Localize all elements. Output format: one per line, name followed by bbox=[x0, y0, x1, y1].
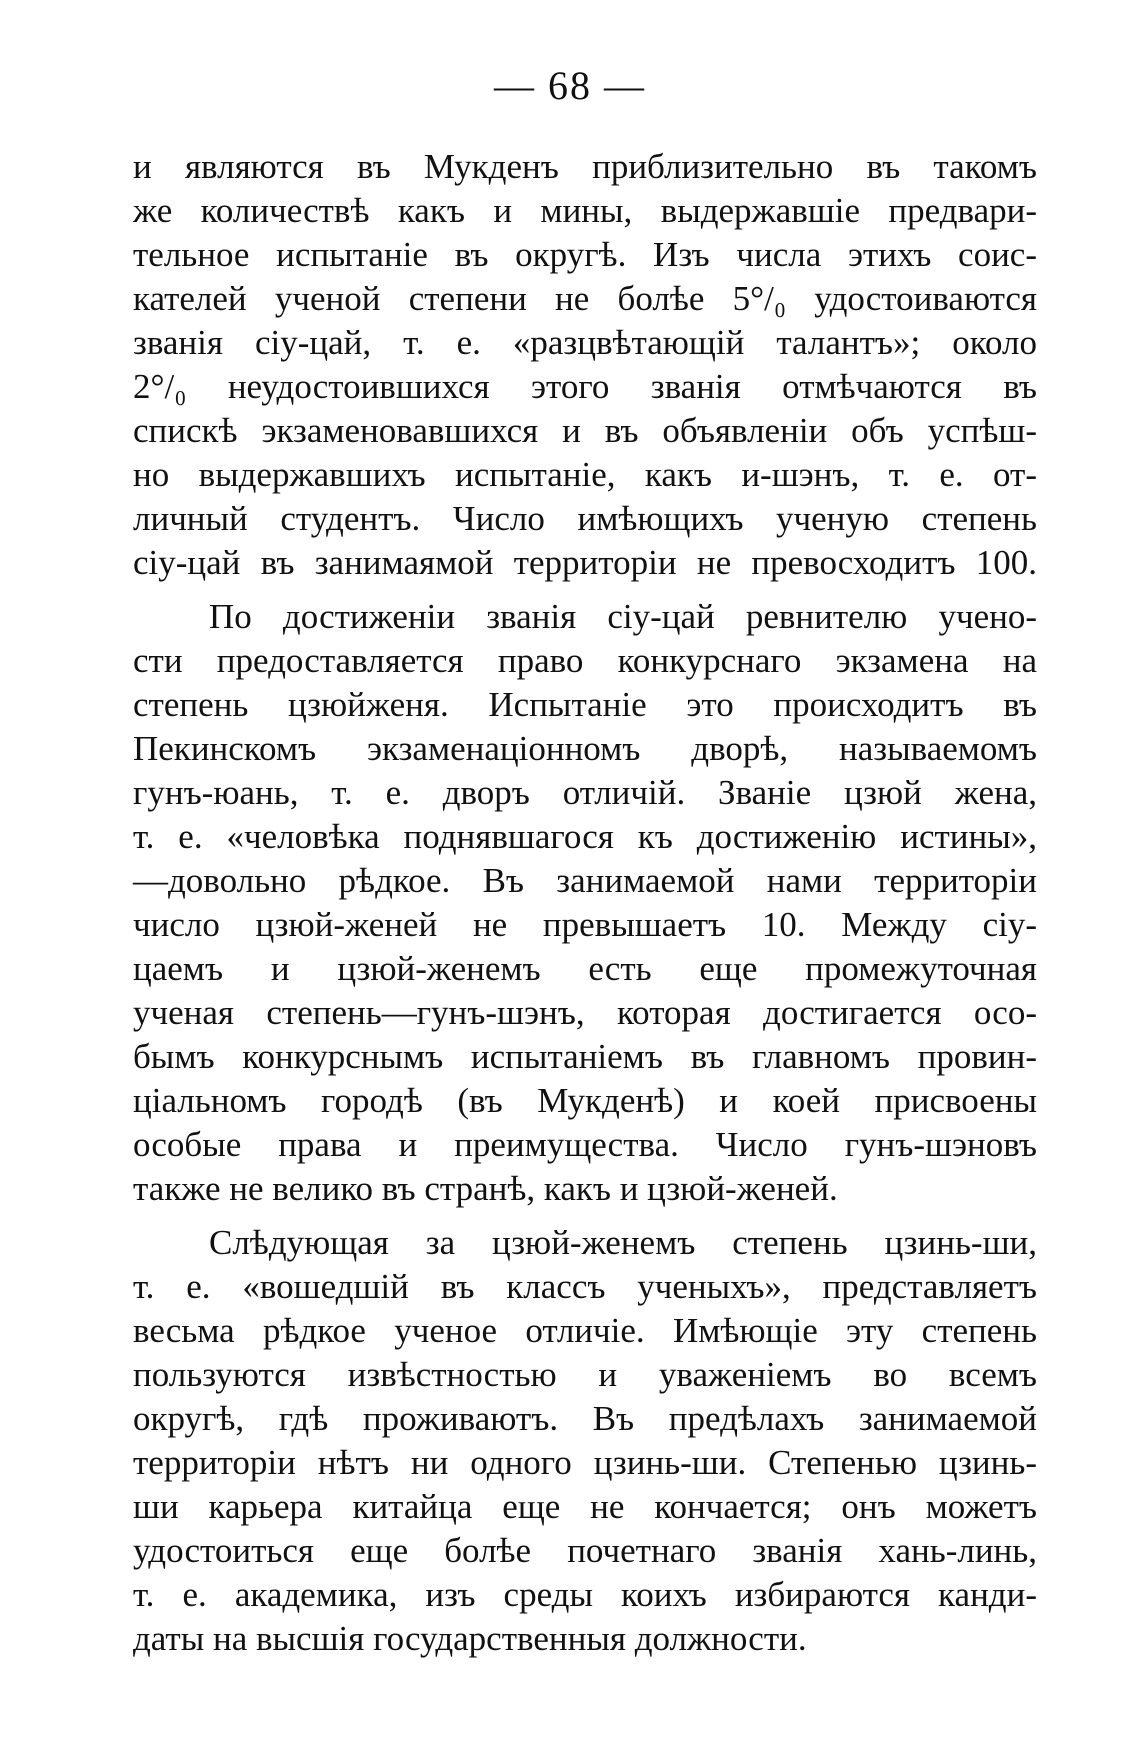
text-line: ціальномъ городѣ (въ Мукденѣ) и коей присвоены bbox=[133, 1081, 1037, 1120]
text-line: 2°/₀ неудостоившихся этого званія отмѣчаются въ bbox=[133, 367, 1037, 406]
text-line: ученая степень—гунъ-шэнъ, которая достигается осо- bbox=[133, 993, 1037, 1032]
text-line: пользуются извѣстностью и уваженіемъ во всемъ bbox=[133, 1355, 1037, 1394]
text-line: даты на высшія государственныя должности. bbox=[133, 1619, 807, 1658]
text-line: же количествѣ какъ и мины, выдержавшіе предвари- bbox=[133, 191, 1037, 230]
text-line: округѣ, гдѣ проживаютъ. Въ предѣлахъ занимаемой bbox=[133, 1399, 1037, 1438]
text-line: число цзюй-женей не превышаетъ 10. Между сіу- bbox=[133, 905, 1037, 944]
text-line: Слѣдующая за цзюй-женемъ степень цзинь-ши, bbox=[209, 1223, 1037, 1262]
paragraph-2 bbox=[133, 595, 1037, 1211]
text-line: территоріи нѣтъ ни одного цзинь-ши. Степенью цзинь- bbox=[133, 1443, 1037, 1482]
text-line: сіу-цай въ занимаямой территоріи не превосходитъ 100. bbox=[133, 543, 1037, 582]
text-line: По достиженіи званія сіу-цай ревнителю учено- bbox=[209, 597, 1037, 636]
text-line: Пекинскомъ экзаменаціонномъ дворѣ, называемомъ bbox=[133, 729, 1037, 768]
text-line: но выдержавшихъ испытаніе, какъ и-шэнъ, т. е. от- bbox=[133, 455, 1037, 494]
text-line: степень цзюйженя. Испытаніе это происходитъ въ bbox=[133, 685, 1037, 724]
text-line: т. е. академика, изъ среды коихъ избираются канди- bbox=[133, 1575, 1037, 1614]
text-line: кателей ученой степени не болѣе 5°/₀ удостоиваются bbox=[133, 279, 1037, 318]
text-line: спискѣ экзаменовавшихся и въ объявленіи объ успѣш- bbox=[133, 411, 1037, 450]
text-line: и являются въ Мукденъ приблизительно въ такомъ bbox=[133, 147, 1037, 186]
text-line: т. е. «человѣка поднявшагося къ достиженію истины», bbox=[133, 817, 1037, 856]
text-line: званія сіу-цай, т. е. «разцвѣтающій талантъ»; около bbox=[133, 323, 1037, 362]
text-line: т. е. «вошедшій въ классъ ученыхъ», представляетъ bbox=[133, 1267, 1037, 1306]
text-line: цаемъ и цзюй-женемъ есть еще промежуточная bbox=[133, 949, 1037, 988]
text-line: личный студентъ. Число имѣющихъ ученую степень bbox=[133, 499, 1037, 538]
text-line: бымъ конкурснымъ испытаніемъ въ главномъ провин- bbox=[133, 1037, 1037, 1076]
text-line: сти предоставляется право конкурснаго экзамена на bbox=[133, 641, 1037, 680]
page-number: — 68 — bbox=[494, 63, 646, 108]
text-line: —довольно рѣдкое. Въ занимаемой нами территоріи bbox=[133, 861, 1037, 900]
paragraph-3 bbox=[133, 1221, 1037, 1661]
text-line: гунъ-юань, т. е. дворъ отличій. Званіе цзюй жена, bbox=[133, 773, 1037, 812]
text-line: также не велико въ странѣ, какъ и цзюй-женей. bbox=[133, 1169, 838, 1208]
text-line: тельное испытаніе въ округѣ. Изъ числа этихъ соис- bbox=[133, 235, 1037, 274]
text-line: весьма рѣдкое ученое отличіе. Имѣющіе эту степень bbox=[133, 1311, 1037, 1350]
text-line: удостоиться еще болѣе почетнаго званія хань-линь, bbox=[133, 1531, 1037, 1570]
paragraph-1 bbox=[133, 145, 1037, 585]
text-line: ши карьера китайца еще не кончается; онъ можетъ bbox=[133, 1487, 1037, 1526]
text-line: особые права и преимущества. Число гунъ-шэновъ bbox=[133, 1125, 1037, 1164]
